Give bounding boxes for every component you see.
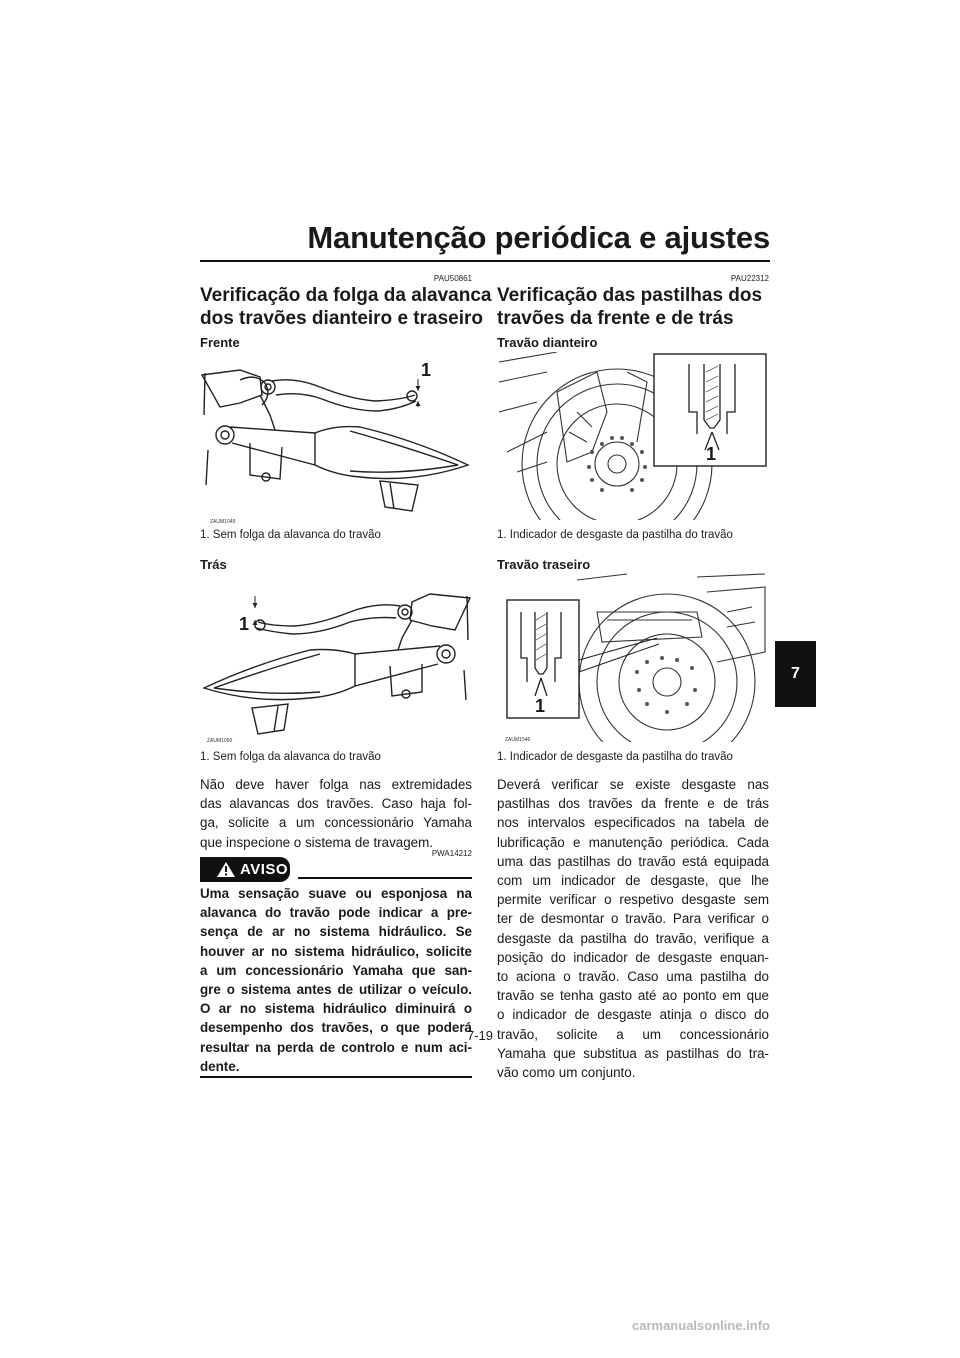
front-lever-callout: 1 bbox=[421, 360, 432, 380]
warning-badge bbox=[200, 857, 290, 882]
rear-figure-caption: 1. Sem folga da alavanca do travão bbox=[200, 751, 381, 763]
warning-bottom-rule bbox=[200, 1076, 472, 1078]
warning-top-rule bbox=[298, 877, 472, 879]
section-code: PAU50861 bbox=[433, 274, 472, 283]
front-brake-pad-illustration bbox=[497, 352, 769, 520]
watermark: carmanualsonline.info bbox=[632, 1318, 770, 1333]
warning-triangle-icon bbox=[216, 861, 236, 878]
warning-label: AVISO bbox=[240, 861, 289, 878]
rear-brake-lever-illustration bbox=[200, 570, 472, 740]
rear-pad-caption: 1. Indicador de desgaste da pastilha do travão bbox=[497, 751, 733, 763]
section-heading-line1: Verificação da folga da alavanca bbox=[200, 285, 492, 306]
section-code-pads: PAU22312 bbox=[730, 274, 769, 283]
rear-pad-callout: 1 bbox=[535, 696, 546, 716]
pads-paragraph: Deverá verificar se existe desgaste nas pastilhas dos travões da frente e de trás nos intervalos especificados na tabela de lubrificação e manutenção periódica. Cada uma das pastilhas do travão está equipada com um indicador de desgaste, que lhe permite verificar o respetivo desgaste sem ter de desmontar o travão. Para verificar o desgaste da pastilha do travão, verifique a posição do indicador de desgaste enquan- to aciona o travão. Caso uma pastilha do travão se tenha gasto até ao ponto em que o indicador de desgaste atinja o disco do travão, solicite a um concessionário Yamaha que substitua as pastilhas do tra- vão como um conjunto. bbox=[497, 777, 769, 1081]
front-figure-code: ZAUM1049 bbox=[210, 519, 236, 525]
subheading-rear: Trás bbox=[200, 557, 227, 572]
page-number: 7-19 bbox=[466, 1028, 494, 1043]
chapter-tab: 7 bbox=[775, 641, 816, 707]
rear-figure-code: ZAUM1050 bbox=[207, 738, 233, 744]
lever-play-paragraph: Não deve haver folga nas extremidades das alavancas dos travões. Caso haja fol- ga, solicite a um concessionário Yamaha que inspecione o sistema de travagem. bbox=[200, 777, 472, 850]
title-rule bbox=[200, 260, 770, 262]
front-pad-callout: 1 bbox=[706, 444, 717, 464]
front-brake-lever-illustration bbox=[200, 355, 472, 515]
rear-lever-callout: 1 bbox=[239, 614, 250, 634]
subheading-rear-brake: Travão traseiro bbox=[497, 557, 591, 572]
pads-heading-line1: Verificação das pastilhas dos bbox=[497, 285, 763, 306]
page-title: Manutenção periódica e ajustes bbox=[307, 220, 770, 255]
subheading-front: Frente bbox=[200, 335, 240, 350]
warning-code: PWA14212 bbox=[431, 849, 472, 858]
subheading-front-brake: Travão dianteiro bbox=[497, 335, 598, 350]
section-heading-line2: dos travões dianteiro e traseiro bbox=[200, 308, 483, 329]
front-figure-caption: 1. Sem folga da alavanca do travão bbox=[200, 529, 381, 541]
pads-heading-line2: travões da frente e de trás bbox=[497, 308, 734, 329]
rear-pad-figure-code: ZAUM1546 bbox=[505, 737, 531, 743]
warning-text: Uma sensação suave ou esponjosa na alavanca do travão pode indicar a pre- sença de ar no sistema hidráulico. Se houver ar no sistema hidráulico, solicite a um concessionário Yamaha que san- gre o sistema antes de utilizar o veículo. O ar no sistema hidráulico diminuirá o desempenho dos travões, o que poderá resultar na perda de controlo e num aci- dente. bbox=[200, 886, 472, 1074]
front-pad-caption: 1. Indicador de desgaste da pastilha do travão bbox=[497, 529, 733, 541]
